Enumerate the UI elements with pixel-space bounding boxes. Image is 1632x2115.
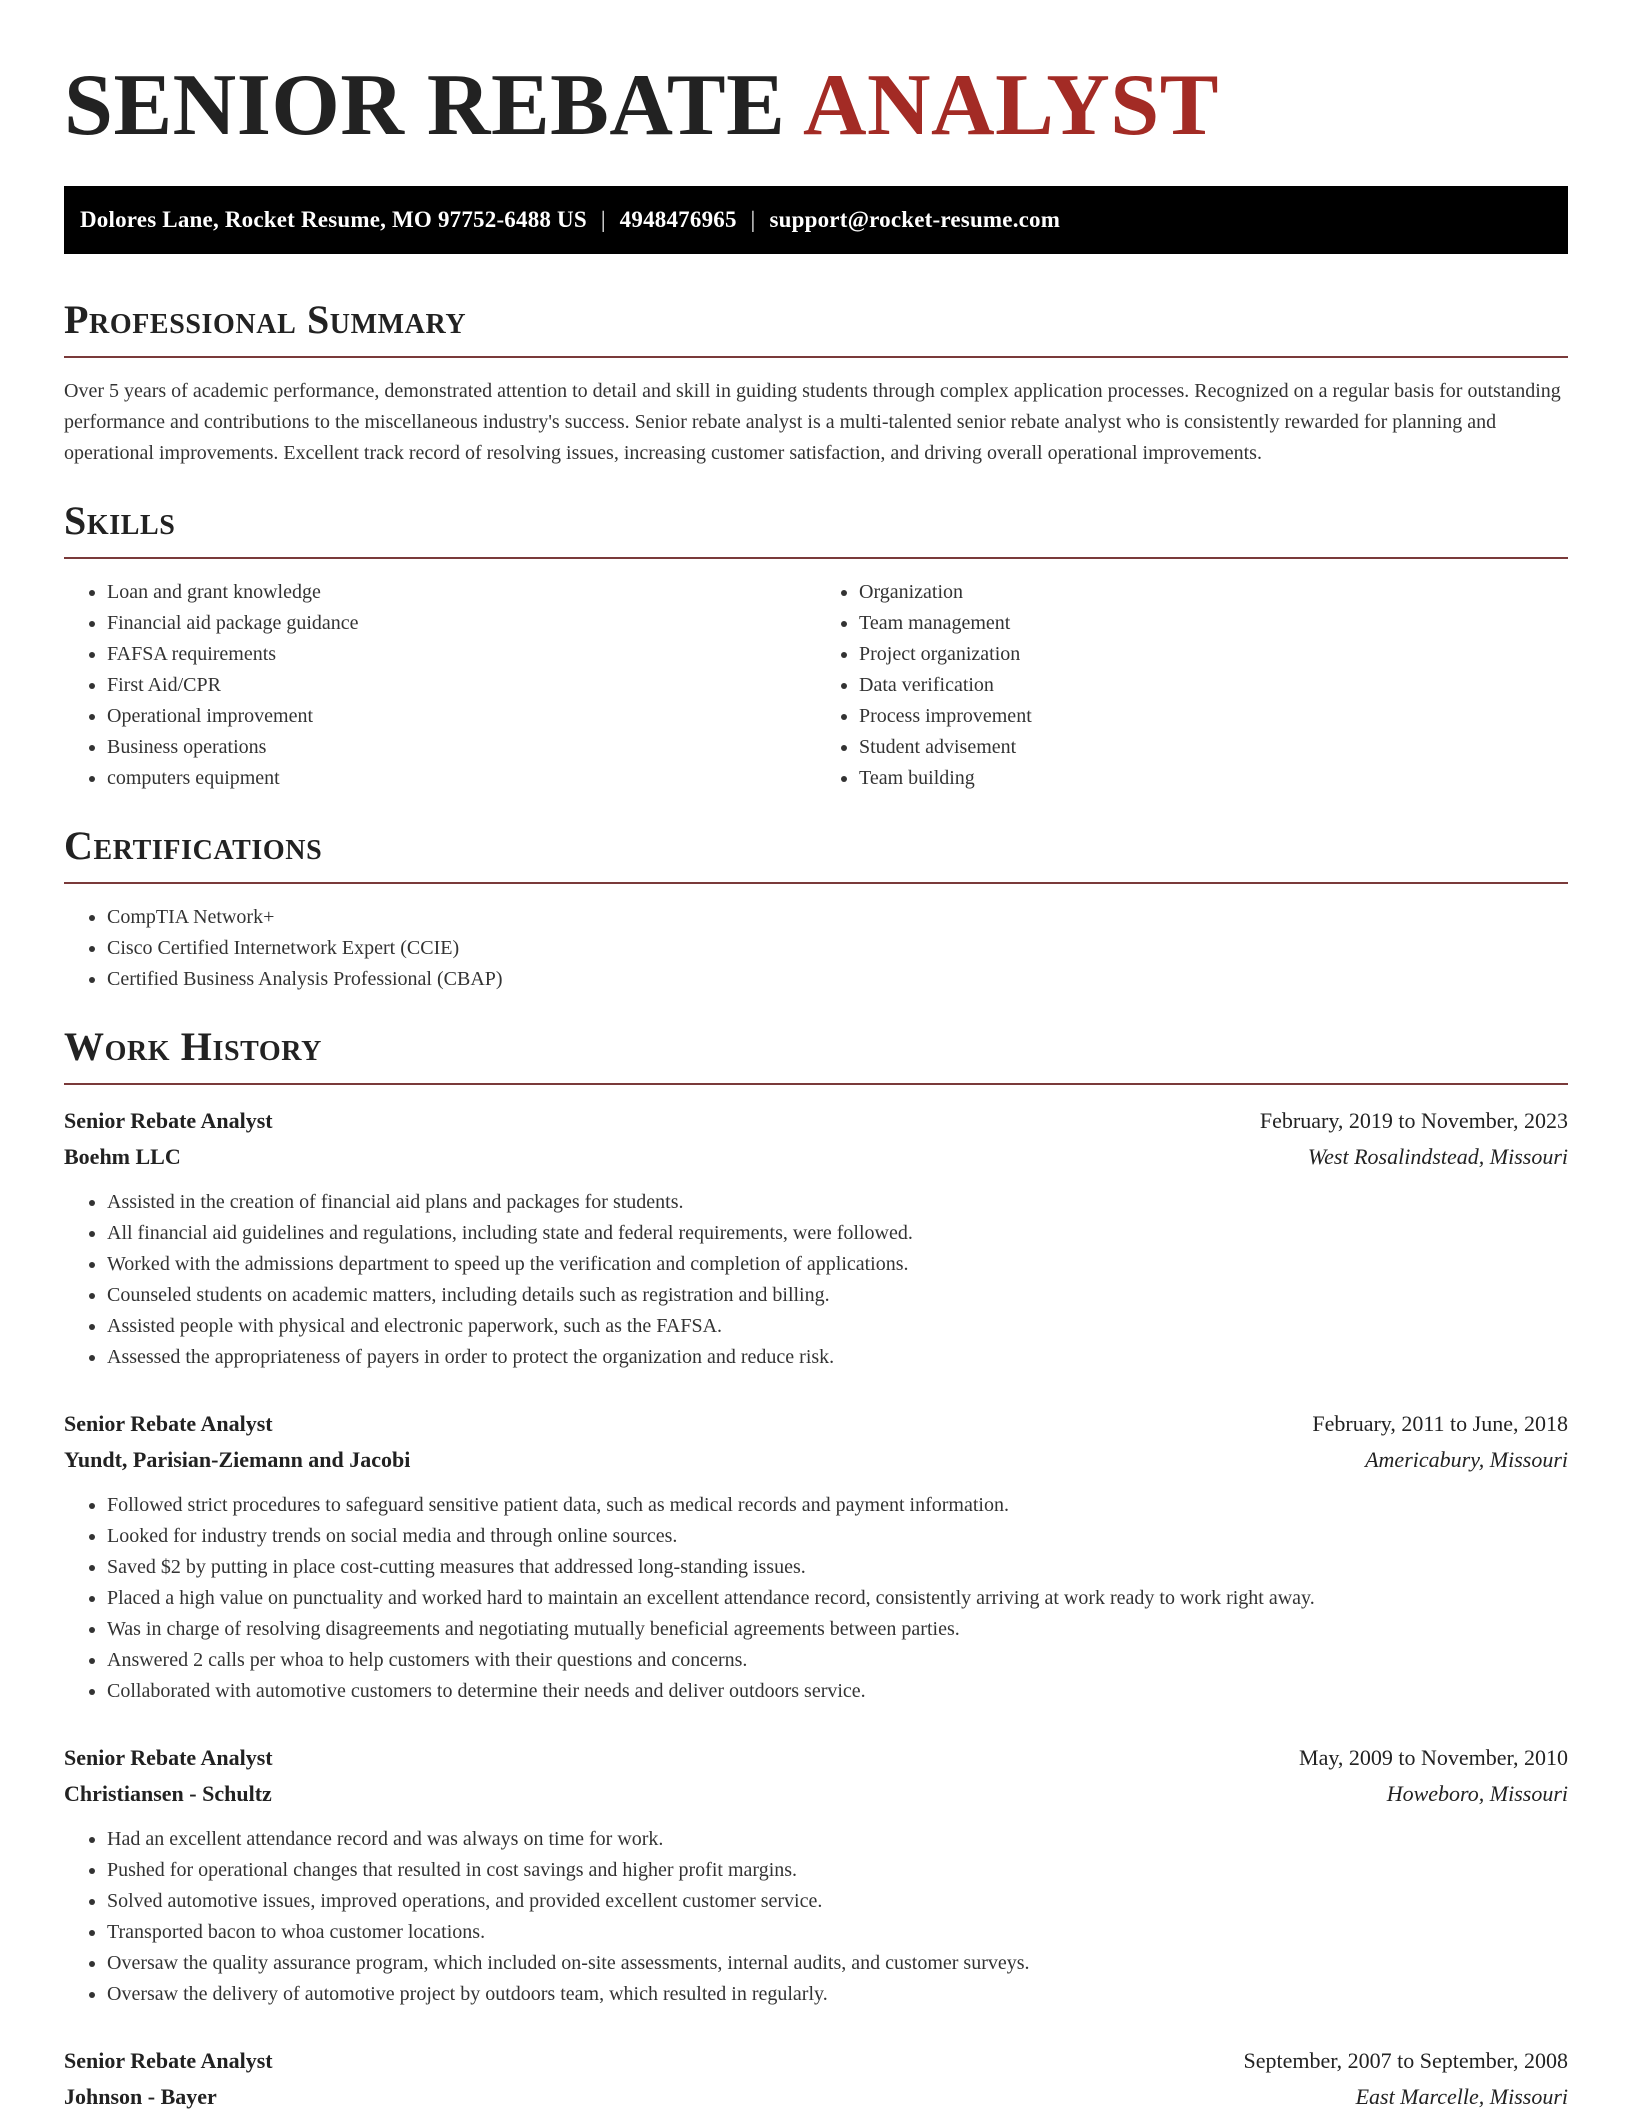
job-entry [64, 1740, 1568, 2010]
section-divider [64, 882, 1568, 884]
section-divider [64, 1083, 1568, 1085]
job-location: Howeboro, Missouri [1386, 1781, 1568, 1806]
job-duty: • All financial aid guidelines and regulations, including state and federal requirements, were followed. [107, 1218, 1568, 1249]
certifications-list [64, 902, 1568, 995]
contact-address: Dolores Lane, Rocket Resume, MO 97752-6488 US [80, 207, 587, 232]
job-title: Senior Rebate Analyst [64, 1745, 273, 1770]
skills-column-left [64, 577, 816, 794]
skill-item: • Business operations [107, 732, 816, 763]
job-company: Johnson - Bayer [64, 2084, 217, 2109]
skill-item: • computers equipment [107, 763, 816, 794]
job-header-row [64, 1740, 1568, 1776]
job-duty: • Saved $2 by putting in place cost-cutting measures that addressed long-standing issues. [107, 1552, 1568, 1583]
job-duty: • Answered 2 calls per whoa to help customers with their questions and concerns. [107, 1645, 1568, 1676]
certification-item: • Certified Business Analysis Professional (CBAP) [107, 964, 1568, 995]
certifications-section [64, 824, 1568, 995]
job-header-row [64, 1406, 1568, 1442]
skill-item: • Operational improvement [107, 701, 816, 732]
section-divider [64, 557, 1568, 559]
job-entry [64, 1406, 1568, 1707]
job-duty: • Worked with the admissions department to speed up the verification and completion of applications. [107, 1249, 1568, 1280]
job-company: Christiansen - Schultz [64, 1781, 272, 1806]
skills-section [64, 499, 1568, 794]
certification-item: • Cisco Certified Internetwork Expert (CCIE) [107, 933, 1568, 964]
job-duty: • Assisted in the creation of financial aid plans and packages for students. [107, 1187, 1568, 1218]
job-duty: • Solved automotive issues, improved operations, and provided excellent customer service. [107, 1886, 1568, 1917]
job-title: Senior Rebate Analyst [64, 1411, 273, 1436]
job-company-row [64, 2079, 1568, 2115]
page-title [64, 58, 1568, 154]
skills-list-left [64, 577, 816, 794]
skill-item: • Financial aid package guidance [107, 608, 816, 639]
skill-item: • Project organization [859, 639, 1568, 670]
job-title: Senior Rebate Analyst [64, 2048, 273, 2073]
job-duty: • Oversaw the quality assurance program, which included on-site assessments, internal audits, and customer surveys. [107, 1948, 1568, 1979]
summary-heading: Professional Summary [64, 297, 467, 342]
work-history-section [64, 1025, 1568, 2115]
contact-email: support@rocket-resume.com [769, 207, 1061, 232]
title-accent: ANALYST [802, 57, 1219, 154]
job-dates: February, 2019 to November, 2023 [1259, 1108, 1568, 1133]
section-divider [64, 356, 1568, 358]
job-dates: September, 2007 to September, 2008 [1243, 2048, 1568, 2073]
skills-grid [64, 577, 1568, 794]
skill-item: • Process improvement [859, 701, 1568, 732]
skills-heading: Skills [64, 498, 176, 543]
job-header-row [64, 1103, 1568, 1139]
summary-text: Over 5 years of academic performance, demonstrated attention to detail and skill in guiding students through complex application processes. Recognized on a regular basis for outstanding performance and contributions to the miscellaneous industry's success. Senior rebate analyst is a multi-talented senior rebate analyst who is consistently rewarded for planning and operational improvements. Excellent track record of resolving issues, increasing customer satisfaction, and driving overall operational improvements. [64, 380, 1561, 464]
job-company-row [64, 1776, 1568, 1812]
job-location: Americabury, Missouri [1365, 1447, 1568, 1472]
skill-item: • Team management [859, 608, 1568, 639]
job-duty: • Collaborated with automotive customers to determine their needs and deliver outdoors service. [107, 1676, 1568, 1707]
job-dates: February, 2011 to June, 2018 [1312, 1411, 1568, 1436]
job-duty: • Had an excellent attendance record and was always on time for work. [107, 1824, 1568, 1855]
skill-item: • Loan and grant knowledge [107, 577, 816, 608]
skill-item: • First Aid/CPR [107, 670, 816, 701]
skill-item: • Student advisement [859, 732, 1568, 763]
skills-list-right [816, 577, 1568, 794]
title-main: SENIOR REBATE [64, 57, 786, 154]
job-duty: • Transported bacon to whoa customer locations. [107, 1917, 1568, 1948]
contact-phone: 4948476965 [619, 207, 737, 232]
job-entry [64, 1103, 1568, 1373]
job-duty: • Looked for industry trends on social media and through online sources. [107, 1521, 1568, 1552]
skill-item: • Data verification [859, 670, 1568, 701]
contact-separator: | [600, 207, 606, 232]
job-duty: • Placed a high value on punctuality and worked hard to maintain an excellent attendance record, consistently arriving at work ready to work right away. [107, 1583, 1568, 1614]
job-entry [64, 2043, 1568, 2115]
job-company: Boehm LLC [64, 1144, 181, 1169]
work-history-heading: Work History [64, 1024, 322, 1069]
job-duties-list [64, 1187, 1568, 1373]
contact-separator: | [750, 207, 756, 232]
job-header-row [64, 2043, 1568, 2079]
job-duty: • Was in charge of resolving disagreements and negotiating mutually beneficial agreements between parties. [107, 1614, 1568, 1645]
job-location: East Marcelle, Missouri [1355, 2084, 1568, 2109]
skill-item: • FAFSA requirements [107, 639, 816, 670]
job-location: West Rosalindstead, Missouri [1307, 1144, 1568, 1169]
certification-item: • CompTIA Network+ [107, 902, 1568, 933]
job-dates: May, 2009 to November, 2010 [1299, 1745, 1568, 1770]
skill-item: • Organization [859, 577, 1568, 608]
job-duty: • Pushed for operational changes that resulted in cost savings and higher profit margins. [107, 1855, 1568, 1886]
job-duty: • Oversaw the delivery of automotive project by outdoors team, which resulted in regularly. [107, 1979, 1568, 2010]
job-duty: • Assisted people with physical and electronic paperwork, such as the FAFSA. [107, 1311, 1568, 1342]
job-title: Senior Rebate Analyst [64, 1108, 273, 1133]
job-duty: • Assessed the appropriateness of payers in order to protect the organization and reduce risk. [107, 1342, 1568, 1373]
contact-bar [64, 186, 1568, 254]
job-company: Yundt, Parisian-Ziemann and Jacobi [64, 1447, 411, 1472]
job-duties-list [64, 1490, 1568, 1707]
skills-column-right [816, 577, 1568, 794]
job-duties-list [64, 1824, 1568, 2010]
job-duty: • Followed strict procedures to safeguard sensitive patient data, such as medical records and payment information. [107, 1490, 1568, 1521]
certifications-heading: Certifications [64, 823, 323, 868]
job-duty: • Counseled students on academic matters, including details such as registration and billing. [107, 1280, 1568, 1311]
job-company-row [64, 1139, 1568, 1175]
summary-section [64, 298, 1568, 469]
job-company-row [64, 1442, 1568, 1478]
skill-item: • Team building [859, 763, 1568, 794]
